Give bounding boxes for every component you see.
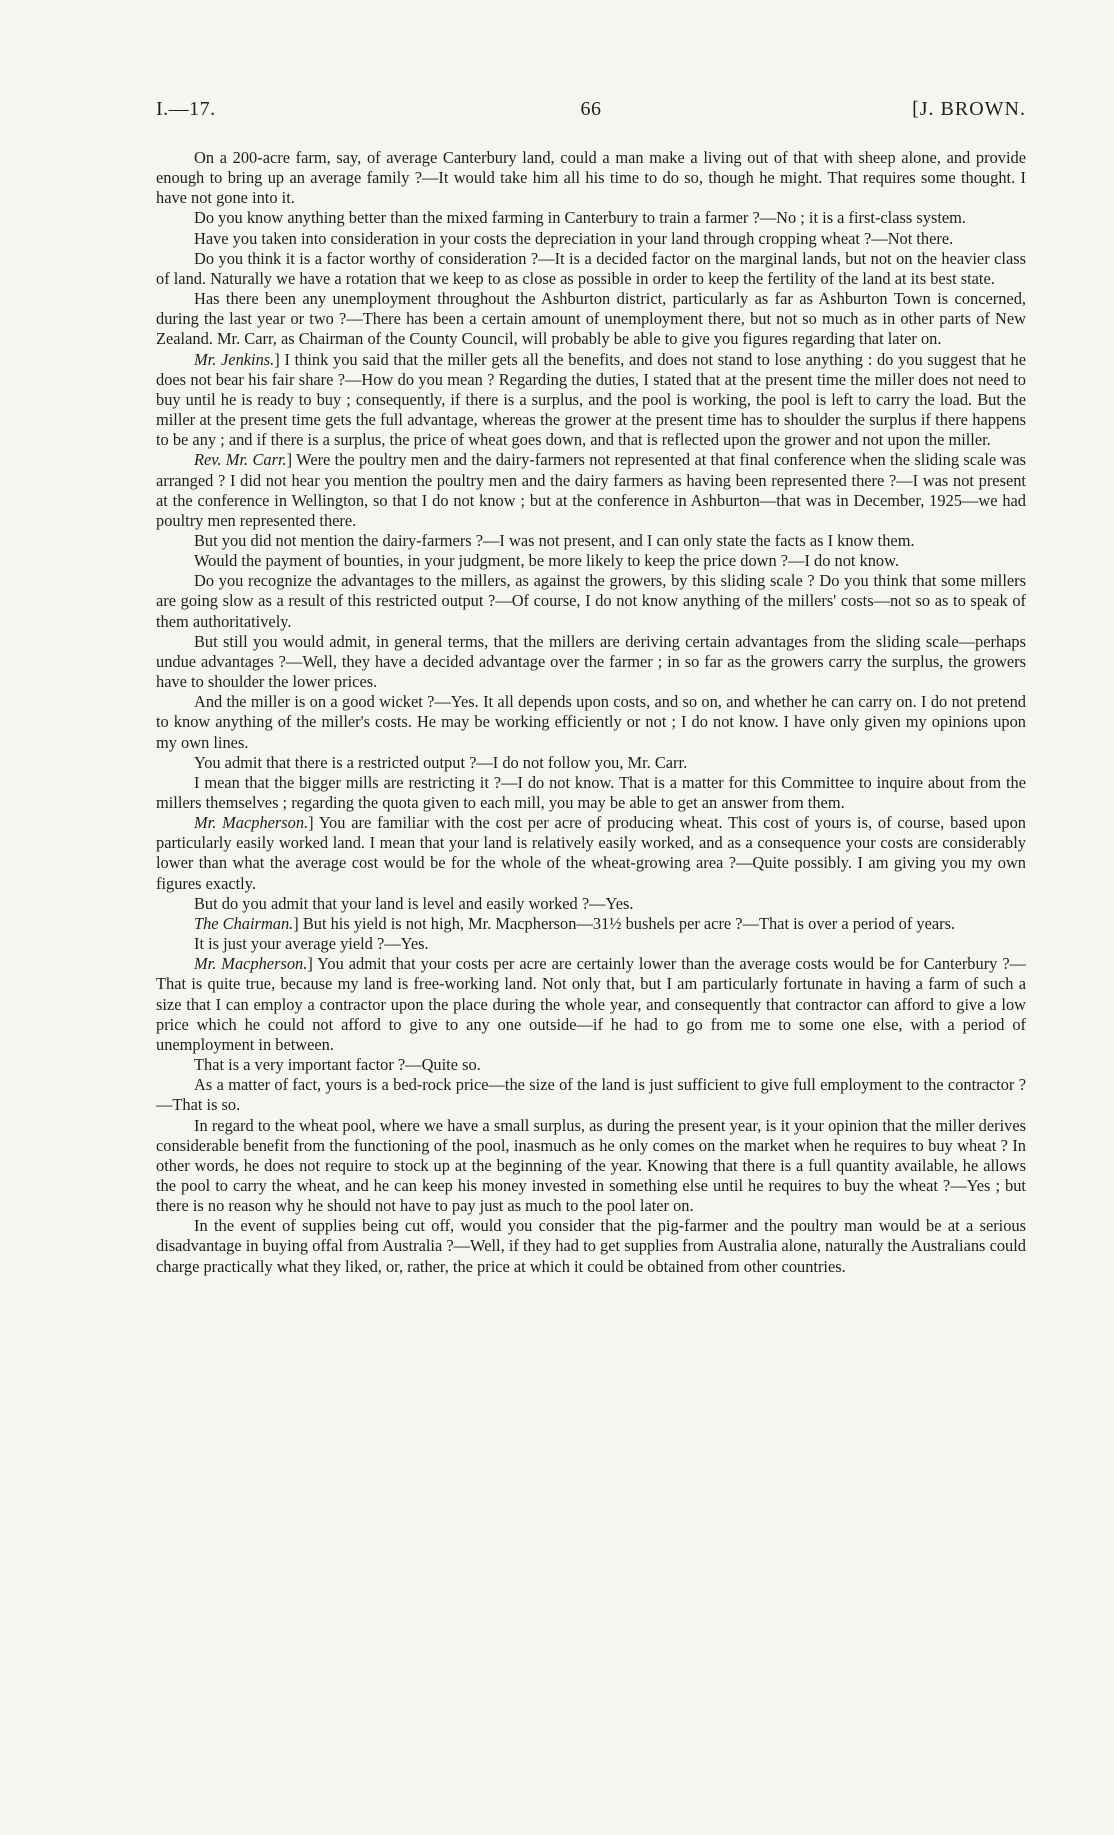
paragraph — [156, 934, 1026, 954]
paragraph-text: Do you think it is a factor worthy of consideration ?—It is a decided factor on the marginal lands, but not on the heavier class of land. Naturally we have a rotation that we keep to as close as possible in order to keep the fertility of the land at its best state. — [156, 248, 1026, 288]
paragraph — [156, 773, 1026, 813]
paragraph-text: ] You are familiar with the cost per acre of producing wheat. This cost of yours is, of course, based upon particularly easily worked land. I mean that your land is relatively easily worked, and as a consequence your costs are considerably lower than what the average cost would be for the whole of the wheat-growing area ?—Quite possibly. I am giving you my own figures exactly. — [156, 813, 1026, 893]
paragraph-text: That is a very important factor ?—Quite so. — [194, 1055, 481, 1075]
paragraph-text: Do you recognize the advantages to the millers, as against the growers, by this sliding scale ? Do you think that some millers are going slow as a result of this restricted output ?—Of course, I do not know anything of the millers' costs—not so as to speak of them authoritatively. — [156, 571, 1026, 631]
paragraph — [156, 249, 1026, 289]
paragraph — [156, 571, 1026, 631]
paragraph-text: ] Were the poultry men and the dairy-farmers not represented at that final conference when the sliding scale was arranged ? I did not hear you mention the poultry men and the dairy farmers as having been represented there ?—I was not present at the conference in Wellington, so that I do not know ; but at the conference in Ashburton—that was in December, 1925—we had poultry men represented there. — [156, 450, 1026, 530]
paragraph — [156, 531, 1026, 551]
page-header — [156, 98, 1026, 126]
paragraph-text: ] I think you said that the miller gets all the benefits, and does not stand to lose anything : do you suggest that he does not bear his fair share ?—How do you mean ? Regarding the duties, I stated that at the present time the miller does not need to buy until he is ready to buy ; consequently, if there is a surplus, and the pool is working, the pool is left to carry the load. But the miller at the present time gets the full advantage, whereas the grower at the present time has to shoulder the surplus if there happens to be any ; and if there is a surplus, the price of wheat goes down, and that is reflected upon the grower and not upon the miller. — [156, 349, 1027, 450]
paragraph — [156, 954, 1026, 1055]
document-body — [156, 148, 1026, 1277]
paragraph-text: In regard to the wheat pool, where we have a small surplus, as during the present year, is it your opinion that the miller derives considerable benefit from the functioning of the pool, inasmuch as he only comes on the market when he requires to buy wheat ? In other words, he does not require to stock up at the beginning of the year. Knowing that there is a full quantity available, he allows the pool to carry the wheat, and he can keep his money invested in something else until he requires to buy the wheat ?—Yes ; but there is no reason why he should not have to pay just as much to the pool later on. — [156, 1115, 1026, 1216]
paragraph-text: ] You admit that your costs per acre are certainly lower than the average costs would be for Canterbury ?—That is quite true, because my land is free-working land. Not only that, but I am particularly fortunate in having a farm of such a size that I can employ a contractor upon the place during the whole year, and consequently that contractor can afford to give a low price which he could not afford to give to any one outside—if he had to go from me to some one else, with a period of unemployment in between. — [156, 954, 1027, 1054]
paragraph — [156, 208, 1026, 228]
paragraph-text: In the event of supplies being cut off, would you consider that the pig-farmer and the poultry man would be at a serious disadvantage in buying offal from Australia ?—Well, if they had to get supplies from Australia alone, naturally the Australians could charge practically what they liked, or, rather, the price at which it could be obtained from other countries. — [156, 1216, 1026, 1276]
speaker-name: Mr. Jenkins. — [194, 349, 275, 369]
paragraph-text: But still you would admit, in general terms, that the millers are deriving certain advantages from the sliding scale—perhaps undue advantages ?—Well, they have a decided advantage over the farmer ; in so far as the growers carry the surplus, the growers have to shoulder the lower prices. — [156, 631, 1026, 692]
document-reference: I.—17. — [156, 98, 216, 120]
paragraph — [156, 1216, 1026, 1276]
paragraph — [156, 229, 1026, 249]
paragraph — [156, 1075, 1026, 1115]
witness-name: [J. BROWN. — [912, 98, 1026, 120]
paragraph-text: Would the payment of bounties, in your judgment, be more likely to keep the price down ?—I do not know. — [194, 551, 899, 571]
speaker-name: Mr. Macpherson. — [194, 813, 309, 833]
paragraph — [156, 813, 1026, 894]
paragraph — [156, 894, 1026, 914]
paragraph-text: You admit that there is a restricted output ?—I do not follow you, Mr. Carr. — [194, 752, 688, 772]
speaker-name: Rev. Mr. Carr. — [194, 450, 287, 470]
paragraph — [156, 692, 1026, 752]
paragraph — [156, 753, 1026, 773]
paragraph-text: It is just your average yield ?—Yes. — [194, 934, 429, 954]
paragraph — [156, 632, 1026, 692]
paragraph — [156, 289, 1026, 349]
paragraph-text: Do you know anything better than the mixed farming in Canterbury to train a farmer ?—No ; it is a first-class system. — [194, 208, 966, 228]
page-number: 66 — [580, 98, 602, 120]
paragraph-text: ] But his yield is not high, Mr. Macpherson—31½ bushels per acre ?—That is over a period of years. — [293, 913, 956, 933]
paragraph — [156, 551, 1026, 571]
paragraph-text: But do you admit that your land is level and easily worked ?—Yes. — [194, 893, 634, 913]
paragraph-text: And the miller is on a good wicket ?—Yes. It all depends upon costs, and so on, and whether he can carry on. I do not pretend to know anything of the miller's costs. He may be working efficiently or not ; I do not know. I have only given my opinions upon my own lines. — [156, 692, 1026, 752]
paragraph — [156, 1055, 1026, 1075]
paragraph-text: Has there been any unemployment throughout the Ashburton district, particularly as far as Ashburton Town is concerned, during the last year or two ?—There has been a certain amount of unemployment there, but not so much as in other parts of New Zealand. Mr. Carr, as Chairman of the County Council, will probably be able to give you figures regarding that later on. — [156, 289, 1026, 349]
paragraph-text: As a matter of fact, yours is a bed-rock price—the size of the land is just sufficient to give full employment to the contractor ?—That is so. — [156, 1075, 1026, 1115]
paragraph-text: But you did not mention the dairy-farmers ?—I was not present, and I can only state the facts as I know them. — [194, 530, 915, 550]
paragraph — [156, 1116, 1026, 1217]
speaker-name: The Chairman. — [194, 913, 294, 933]
paragraph-text: I mean that the bigger mills are restricting it ?—I do not know. That is a matter for this Committee to inquire about from the millers themselves ; regarding the quota given to each mill, you may be able to get an answer from them. — [156, 772, 1026, 812]
paragraph — [156, 350, 1026, 451]
paragraph — [156, 450, 1026, 531]
paragraph — [156, 914, 1026, 934]
paragraph — [156, 148, 1026, 208]
paragraph-text: Have you taken into consideration in your costs the depreciation in your land through cropping wheat ?—Not there. — [194, 228, 954, 248]
speaker-name: Mr. Macpherson. — [194, 954, 308, 974]
paragraph-text: On a 200-acre farm, say, of average Canterbury land, could a man make a living out of that with sheep alone, and provide enough to bring up an average family ?—It would take him all his time to do so, though he might. That requires some thought. I have not gone into it. — [156, 148, 1026, 208]
